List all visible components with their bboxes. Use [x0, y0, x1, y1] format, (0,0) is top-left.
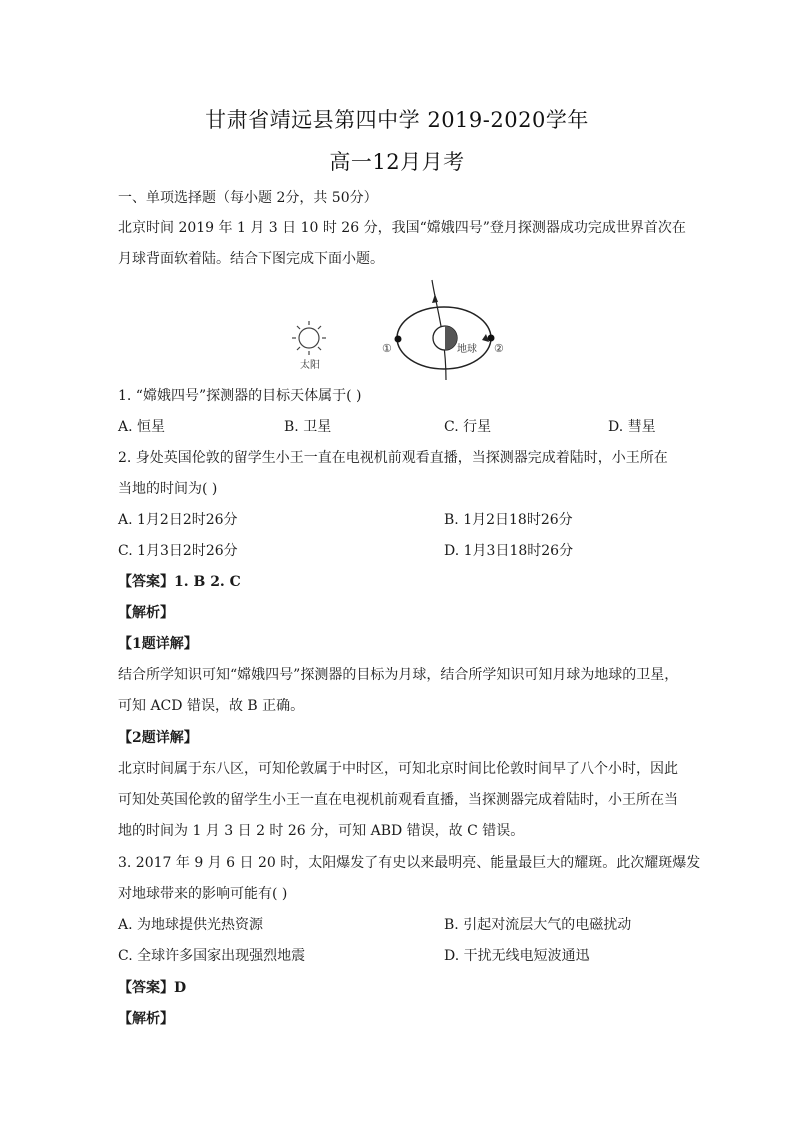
question-2-option-c: C. 1月3日2时26分	[118, 543, 238, 559]
intro-text-line1: 北京时间 2019 年 1 月 3 日 10 时 26 分，我国“嫦娥四号”登月探测器成功完成世界首次在	[118, 220, 686, 236]
sun-earth-orbit-diagram	[286, 276, 504, 380]
detail-2-line2: 可知处英国伦敦的留学生小王一直在电视机前观看直播，当探测器完成着陆时，小王所在当	[118, 792, 678, 808]
analysis-label-2: 【解析】	[118, 1011, 174, 1027]
question-1-option-b: B. 卫星	[284, 419, 332, 435]
question-3-stem-line2: 对地球带来的影响可能有( )	[118, 886, 288, 902]
sun-icon	[292, 321, 326, 355]
question-3-option-a: A. 为地球提供光热资源	[118, 917, 264, 933]
question-1-option-a: A. 恒星	[118, 419, 166, 435]
answer-block-2: 【答案】D	[118, 980, 187, 996]
detail-1-line1: 结合所学知识可知“嫦娥四号”探测器的目标为月球，结合所学知识可知月球为地球的卫星，	[118, 667, 679, 683]
detail-2-line1: 北京时间属于东八区，可知伦敦属于中时区，可知北京时间比伦敦时间早了八个小时，因此	[118, 761, 678, 777]
detail-1-line2: 可知 ACD 错误，故 B 正确。	[118, 698, 305, 714]
answer-block-1: 【答案】1. B 2. C	[118, 574, 241, 590]
section-heading: 一、单项选择题（每小题 2分，共 50分）	[118, 190, 378, 206]
earth-icon	[433, 326, 457, 350]
question-1-option-c: C. 行星	[444, 419, 492, 435]
document-title-line2: 高一12月月考	[329, 150, 465, 174]
point1-label: ①	[382, 342, 392, 355]
question-3-option-c: C. 全球许多国家出现强烈地震	[118, 948, 306, 964]
question-2-option-b: B. 1月2日18时26分	[444, 512, 573, 528]
question-3-option-b: B. 引起对流层大气的电磁扰动	[444, 917, 632, 933]
orbit-arrow-top	[432, 294, 438, 303]
question-3-stem-line1: 3. 2017 年 9 月 6 日 20 时，太阳爆发了有史以来最明亮、能量最巨大的耀斑。此次耀斑爆发	[118, 855, 701, 871]
analysis-label-1: 【解析】	[118, 605, 174, 621]
question-2-stem-line2: 当地的时间为( )	[118, 481, 218, 497]
question-2-stem-line1: 2. 身处英国伦敦的留学生小王一直在电视机前观看直播，当探测器完成着陆时，小王所在	[118, 450, 668, 466]
moon-position-2	[488, 335, 495, 342]
detail-2-label: 【2题详解】	[118, 730, 198, 746]
detail-2-line3: 地的时间为 1 月 3 日 2 时 26 分，可知 ABD 错误，故 C 错误。	[118, 823, 525, 839]
detail-1-label: 【1题详解】	[118, 636, 198, 652]
intro-text-line2: 月球背面软着陆。结合下图完成下面小题。	[118, 251, 384, 267]
moon-position-1	[395, 336, 402, 343]
question-1-option-d: D. 彗星	[608, 419, 656, 435]
question-2-option-a: A. 1月2日2时26分	[118, 512, 238, 528]
question-1-stem: 1. “嫦娥四号”探测器的目标天体属于( )	[118, 388, 362, 404]
question-2-option-d: D. 1月3日18时26分	[444, 543, 574, 559]
point2-label: ②	[494, 342, 504, 355]
earth-label: 地球	[457, 344, 477, 355]
question-3-option-d: D. 干扰无线电短波通迅	[444, 948, 590, 964]
sun-label: 太阳	[300, 360, 320, 371]
document-title-line1: 甘肃省靖远县第四中学 2019-2020学年	[205, 108, 589, 132]
